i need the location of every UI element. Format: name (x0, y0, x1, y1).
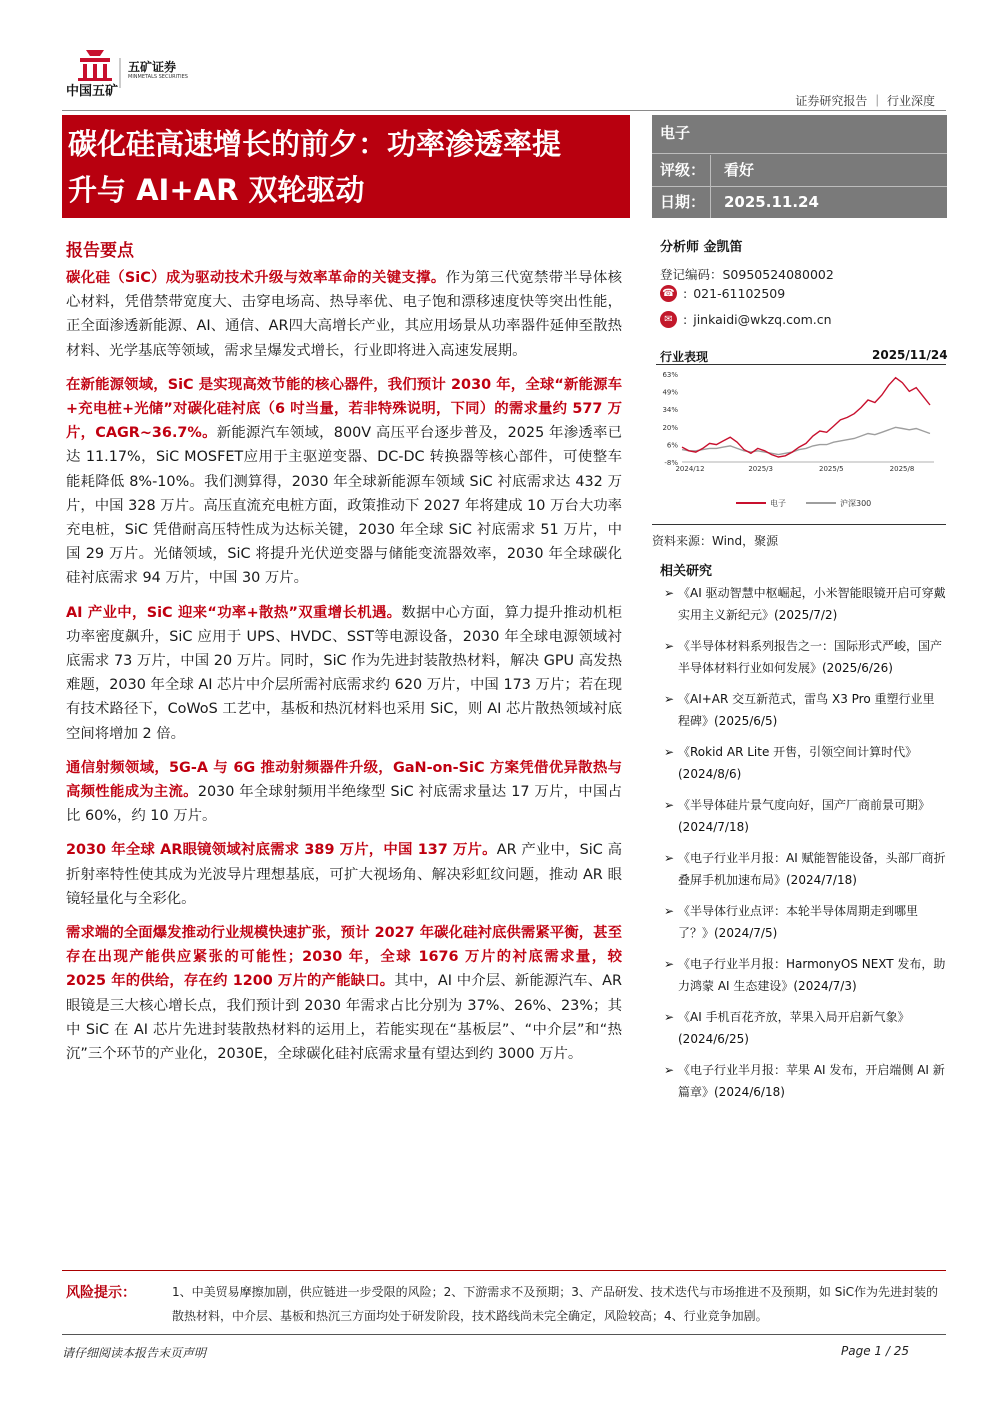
arrow-icon: ➢ (664, 586, 675, 600)
related-item[interactable] (664, 794, 946, 838)
perf-label: 行业表现 (660, 350, 709, 364)
paragraph-text: 新能源汽车领域，800V 高压平台逐步普及，2025 年渗透率已达 11.17%，SiC MOSFET应用于主驱逆变器、DC-DC 转换器等核心部件，可使整车能耗降低 8%-10%。我们测算得，2030 年全球新能源车领域 SiC 衬底需求达 432 万片，中国 328 万片。高压直流充电桩方面，政策推动下 2027 年将建成 10 万台大功率充电桩，SiC 凭借耐高压特性成为达标关键，2030 年全球 SiC 衬底需求 51 万片，中国 29 万片。光储领域，SiC 将提升光伏逆变器与储能变流器效率，2030 年全球碳化硅衬底需求 94 万片，中国 30 万片。 (66, 425, 622, 587)
logo-text: 中国五矿 (66, 84, 119, 99)
risk-divider (62, 1270, 946, 1271)
date-value: 2025.11.24 (724, 193, 819, 211)
related-item-text: 《半导体行业点评：本轮半导体周期走到哪里了？》(2024/7/5) (678, 904, 919, 940)
paragraph (66, 601, 622, 746)
arrow-icon: ➢ (664, 692, 675, 706)
analyst-reg: 登记编码：S0950524080002 (660, 267, 834, 282)
y-tick-label: 34% (662, 406, 678, 415)
arrow-icon: ➢ (664, 798, 675, 812)
paragraph (66, 373, 622, 591)
related-title: 相关研究 (660, 564, 713, 579)
y-tick-label: 20% (662, 423, 678, 432)
paragraph-lead: 2030 年全球 AR眼镜领域衬底需求 389 万片，中国 137 万片。 (66, 842, 497, 859)
paragraph-lead: 需求端的全面爆发推动行业规模快速扩张，预计 2027 年碳化硅衬底供需紧平衡，甚至存在出现产能供应紧张的可能性；2030 年，全球 1676 万片的衬底需求量，较 2025 年的供给，存在约 1200 万片的产能缺口。 (66, 925, 622, 990)
y-tick-label: 6% (666, 441, 678, 450)
colon: : (683, 312, 688, 327)
perf-date: 2025/11/24 (872, 348, 948, 362)
paragraph (66, 921, 622, 1066)
related-item-text: 《半导体硅片景气度向好，国产厂商前景可期》(2024/7/18) (678, 798, 931, 834)
related-item-text: 《半导体材料系列报告之一：国际形式严峻，国产半导体材料行业如何发展》(2025/6/26) (678, 639, 943, 675)
y-tick-label: 49% (662, 388, 678, 397)
analyst-block (660, 236, 834, 283)
industry: 电子 (660, 124, 691, 142)
arrow-icon: ➢ (664, 904, 675, 918)
arrow-icon: ➢ (664, 639, 675, 653)
arrow-icon: ➢ (664, 1010, 675, 1024)
paragraph-text: 其中，AI 中介层、新能源汽车、AR 眼镜是三大核心增长点，我们预计到 2030 年需求占比分别为 37%、26%、23%；其中 SiC 在 AI 芯片先进封装散热材料的运用上，若能实现在“基板层”、“中介层”和“热沉”三个环节的产业化，2030E，全球碳化硅衬底需求量有望达到约 3000 万片。 (66, 973, 622, 1063)
page-number: Page 1 / 25 (841, 1344, 909, 1358)
related-item-text: 《电子行业半月报：HarmonyOS NEXT 发布，助力鸿蒙 AI 生态建设》(2024/7/3) (678, 957, 946, 993)
related-item[interactable] (664, 900, 946, 944)
phone-icon: ☎ (660, 285, 677, 302)
related-item-text: 《AI+AR 交互新范式，雷鸟 X3 Pro 重塑行业里程碑》(2025/6/5) (678, 692, 935, 728)
paragraph-lead: 碳化硅（SiC）成为驱动技术升级与效率革命的关键支撑。 (66, 270, 446, 286)
related-item-text: 《电子行业半月报：AI 赋能智能设备，头部厂商折叠屏手机加速布局》(2024/7/18) (678, 851, 946, 887)
y-tick-label: -8% (664, 459, 678, 467)
paragraph-text: 作为第三代宽禁带半导体核心材料，凭借禁带宽度大、击穿电场高、热导率优、电子饱和漂移速度快等突出性能，正全面渗透新能源、AI、通信、AR四大高增长产业，其应用场景从功率器件延伸至散热材料、光学基底等领域，需求呈爆发式增长，行业即将进入高速发展期。 (66, 270, 622, 359)
chart-divider (652, 524, 946, 525)
phone-row (660, 285, 785, 302)
paragraph (66, 838, 622, 911)
related-item-text: 《Rokid AR Lite 开售，引领空间计算时代》(2024/8/6) (678, 745, 918, 781)
data-source: 资料来源：Wind，聚源 (652, 534, 779, 548)
industry-performance-chart (652, 364, 948, 514)
paragraph-text: 数据中心方面，算力提升推动机柜功率密度飙升，SiC 应用于 UPS、HVDC、SST等电源设备，2030 年全球电源领域衬底需求 73 万片，中国 20 万片。同时，SiC 作为先进封装散热材料，解决 GPU 高发热难题，2030 年全球 AI 芯片中介层所需衬底需求约 620 万片，中国 173 万片；若在现有技术路径下，CoWoS 工艺中，基板和热沉材料也采用 SiC，则 AI 芯片散热领域衬底空间将增加 2 倍。 (66, 604, 622, 742)
related-item[interactable] (664, 741, 946, 785)
title-line-1: 碳化硅高速增长的前夕：功率渗透率提 (68, 127, 562, 161)
related-item-text: 《电子行业半月报：苹果 AI 发布，开启端侧 AI 新篇章》(2024/6/18) (678, 1063, 945, 1099)
risk-label: 风险提示： (66, 1285, 136, 1301)
x-tick-label: 2024/12 (675, 465, 705, 473)
company-logo (66, 42, 226, 98)
report-body (66, 266, 622, 1076)
paragraph-text: 2030 年全球射频用半绝缘型 SiC 衬底需求量达 17 万片，中国占比 60%，约 10 万片。 (66, 784, 622, 825)
date-row (660, 187, 819, 217)
info-box (652, 115, 947, 218)
analyst-name: 分析师 金凯笛 (660, 240, 743, 255)
related-item-text: 《AI 手机百花齐放，苹果入局开启新气象》(2024/6/25) (678, 1010, 910, 1046)
email-row (660, 311, 832, 328)
section-title: 报告要点 (66, 241, 134, 261)
phone-number: 021-61102509 (693, 286, 786, 301)
related-item-text: 《AI 驱动智慧中枢崛起，小米智能眼镜开启可穿戴实用主义新纪元》(2025/7/2) (678, 586, 946, 622)
related-item[interactable] (664, 847, 946, 891)
related-item[interactable] (664, 1059, 946, 1103)
arrow-icon: ➢ (664, 957, 675, 971)
series-line-电子 (682, 378, 930, 457)
y-tick-label: 63% (662, 371, 678, 379)
rating-row (660, 155, 755, 185)
series-line-沪深300 (682, 427, 930, 454)
risk-text: 1、中美贸易摩擦加剧，供应链进一步受限的风险；2、下游需求不及预期；3、产品研发、技术迭代与市场推进不及预期，如 SiC作为先进封装的散热材料，中介层、基板和热沉三方面均处于研发阶段，技术路线尚未完全确定，风险较高；4、行业竞争加剧。 (172, 1285, 939, 1323)
legend-label: 电子 (770, 499, 786, 508)
legend-label: 沪深300 (840, 499, 872, 508)
header-divider (62, 110, 946, 111)
arrow-icon: ➢ (664, 851, 675, 865)
arrow-icon: ➢ (664, 1063, 675, 1077)
x-tick-label: 2025/3 (748, 465, 773, 473)
related-list (664, 582, 946, 1112)
report-type: 证券研究报告 ｜ 行业深度 (795, 94, 935, 108)
date-label: 日期： (660, 193, 706, 211)
email-icon: ✉ (660, 311, 677, 328)
paragraph-lead: 通信射频领域，5G-A 与 6G 推动射频器件升级，GaN-on-SiC 方案凭借优异散热与高频性能成为主流。 (66, 759, 622, 801)
rating-label: 评级： (660, 161, 706, 179)
colon: : (683, 286, 688, 301)
title-banner (62, 115, 630, 218)
paragraph-lead: 在新能源领域，SiC 是实现高效节能的核心器件，我们预计 2030 年，全球“新能源车+充电桩+光储”对碳化硅衬底（6 吋当量，若非特殊说明，下同）的需求量约 577 万片，CAGR~36.7%。 (66, 376, 622, 442)
title-line-2: 升与 AI+AR 双轮驱动 (68, 173, 365, 207)
related-item[interactable] (664, 635, 946, 679)
rating-value: 看好 (724, 161, 755, 179)
related-item[interactable] (664, 953, 946, 997)
logo-sub: 五矿证券 (128, 60, 177, 74)
email-address[interactable]: jinkaidi@wkzq.com.cn (693, 312, 832, 327)
x-tick-label: 2025/5 (819, 465, 844, 473)
footer-disclaimer: 请仔细阅读本报告末页声明 (62, 1346, 207, 1360)
paragraph-text: AR 产业中，SiC 高折射率特性使其成为光波导片理想基底，可扩大视场角、解决彩虹纹问题，推动 AR 眼镜轻量化与全彩化。 (66, 842, 622, 907)
info-divider (652, 153, 947, 154)
arrow-icon: ➢ (664, 745, 675, 759)
paragraph (66, 266, 622, 363)
x-tick-label: 2025/8 (889, 465, 915, 473)
footer-divider (62, 1334, 946, 1335)
related-item[interactable] (664, 1006, 946, 1050)
paragraph-lead: AI 产业中，SiC 迎来“功率+散热”双重增长机遇。 (66, 604, 402, 621)
paragraph (66, 756, 622, 829)
logo-en: MINMETALS SECURITIES (128, 74, 188, 80)
related-item[interactable] (664, 688, 946, 732)
related-item[interactable] (664, 582, 946, 626)
